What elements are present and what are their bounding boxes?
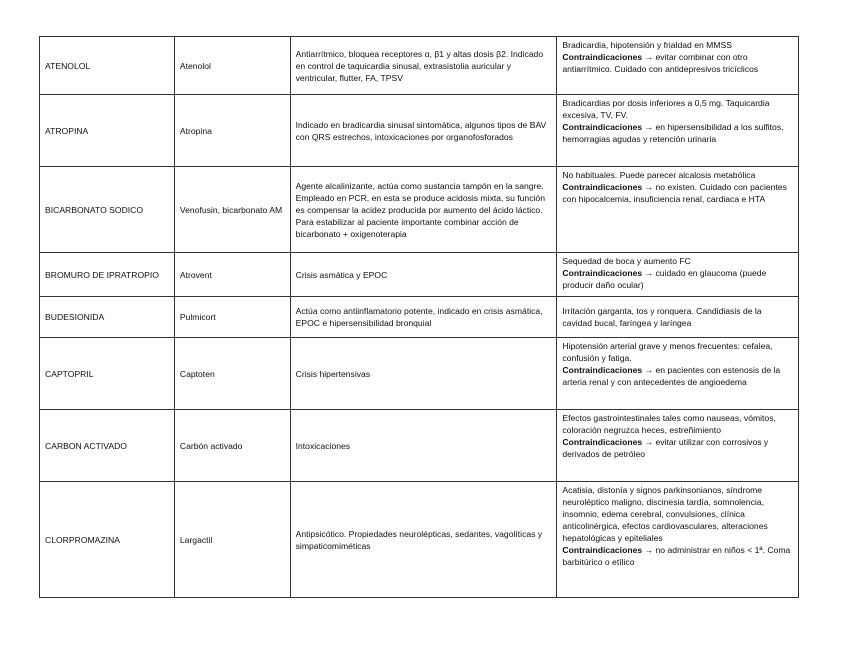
contraindicaciones-label: Contraindicaciones [562,268,643,278]
table-row [40,482,799,598]
contraindicaciones-label: Contraindicaciones [562,365,643,375]
nombre-comercial-cell: Captoten [174,338,290,410]
table-row [40,338,799,410]
efectos-text: Sequedad de boca y aumento FC [562,256,691,266]
contraindicaciones-label: Contraindicaciones [562,122,643,132]
efectos-text: No habituales. Puede parecer alcalosis metabólica [562,170,756,180]
contraindicaciones-text: → en hipersensibilidad a los sulfitos, hemorragias agudas y retención urinaria [562,122,784,144]
contraindicaciones-label: Contraindicaciones [562,545,643,555]
principio-activo-cell: CLORPROMAZINA [40,482,175,598]
efectos-text: Hipotensión arterial grave y menos frecuentes: cefalea, confusión y fatiga. [562,341,773,363]
efectos-cell [557,410,799,482]
contraindicaciones-label: Contraindicaciones [562,52,643,62]
nombre-comercial-cell: Venofusin, bicarbonato AM [174,167,290,253]
efectos-cell [557,253,799,297]
efectos-text: Bradicardia, hipotensión y frialdad en MMSS [562,40,732,50]
nombre-comercial-cell: Atropina [174,95,290,167]
principio-activo-cell: ATENOLOL [40,37,175,95]
table-row [40,95,799,167]
efectos-text: Efectos gastrointestinales tales como nauseas, vómitos, coloración negruzca heces, estreñimiento [562,413,776,435]
table-row [40,297,799,338]
efectos-text: Bradicardias por dosis inferiores a 0,5 mg. Taquicardia excesiva, TV, FV. [562,98,770,120]
principio-activo-cell: CAPTOPRIL [40,338,175,410]
indicacion-cell: Crisis hipertensivas [290,338,557,410]
efectos-cell [557,167,799,253]
nombre-comercial-cell: Atrovent [174,253,290,297]
nombre-comercial-cell: Atenolol [174,37,290,95]
indicacion-cell: Intoxicaciones [290,410,557,482]
indicacion-cell: Antiarrítmico, bloquea receptores α, β1 y altas dosis β2. Indicado en control de taquicardia sinusal, extrasistolia auricular y ventricular, flutter, FA, TPSV [290,37,557,95]
contraindicaciones-text: → evitar combinar con otro antiarrítmico. Cuidado con antidepresivos tricíclicos [562,52,759,74]
principio-activo-cell: BROMURO DE IPRATROPIO [40,253,175,297]
contraindicaciones-text: → no existen. Cuidado con pacientes con hipocalcemia, insuficiencia renal, cardiaca e HTA [562,182,787,204]
table-row [40,167,799,253]
efectos-cell [557,338,799,410]
efectos-text: Irritación garganta, tos y ronquera. Candidiasis de la cavidad bucal, faríngea y laríngea [562,306,762,328]
nombre-comercial-cell: Carbón activado [174,410,290,482]
indicacion-cell: Antipsicótico. Propiedades neurolépticas, sedantes, vagolíticas y simpaticomiméticas [290,482,557,598]
efectos-cell [557,37,799,95]
indicacion-cell: Actúa como antiinflamatorio potente, indicado en crisis asmática, EPOC e hipersensibilidad bronquial [290,297,557,338]
indicacion-cell: Indicado en bradicardia sinusal sintomática, algunos tipos de BAV con QRS estrechos, intoxicaciones por organofosforados [290,95,557,167]
principio-activo-cell: BICARBONATO SODICO [40,167,175,253]
table-row [40,37,799,95]
indicacion-cell: Agente alcalinizante, actúa como sustancia tampón en la sangre. Empleado en PCR, en esta se produce acidosis mixta, su función es compensar la acidez producida por aumento del ácido láctico. Para estabilizar al paciente importante combinar acción de bicarbonato + oxigenoterapia [290,167,557,253]
nombre-comercial-cell: Pulmicort [174,297,290,338]
table-row [40,253,799,297]
contraindicaciones-text: → cuidado en glaucoma (puede producir daño ocular) [562,268,767,290]
nombre-comercial-cell: Largactil [174,482,290,598]
efectos-cell [557,482,799,598]
efectos-cell [557,95,799,167]
indicacion-cell: Crisis asmática y EPOC [290,253,557,297]
efectos-cell [557,297,799,338]
principio-activo-cell: ATROPINA [40,95,175,167]
contraindicaciones-text: → en pacientes con estenosis de la arteria renal y con antecedentes de angioedema [562,365,781,387]
principio-activo-cell: BUDESIONIDA [40,297,175,338]
contraindicaciones-label: Contraindicaciones [562,437,643,447]
contraindicaciones-text: → evitar utilizar con corrosivos y derivados de petróleo [562,437,769,459]
drug-table [39,36,799,598]
efectos-text: Acatisia, distonía y signos parkinsonianos, síndrome neuroléptico maligno, discinesia tardía, somnolencia, insomnio, edema cerebral, convulsiones, clínica anticolinérgica, efectos cardiovasculares, alteraciones hepatológicas y epiteliales [562,485,768,543]
principio-activo-cell: CARBON ACTIVADO [40,410,175,482]
contraindicaciones-text: → no administrar en niños < 1ª. Coma barbitúrico o etílico [562,545,791,567]
table-row [40,410,799,482]
contraindicaciones-label: Contraindicaciones [562,182,643,192]
